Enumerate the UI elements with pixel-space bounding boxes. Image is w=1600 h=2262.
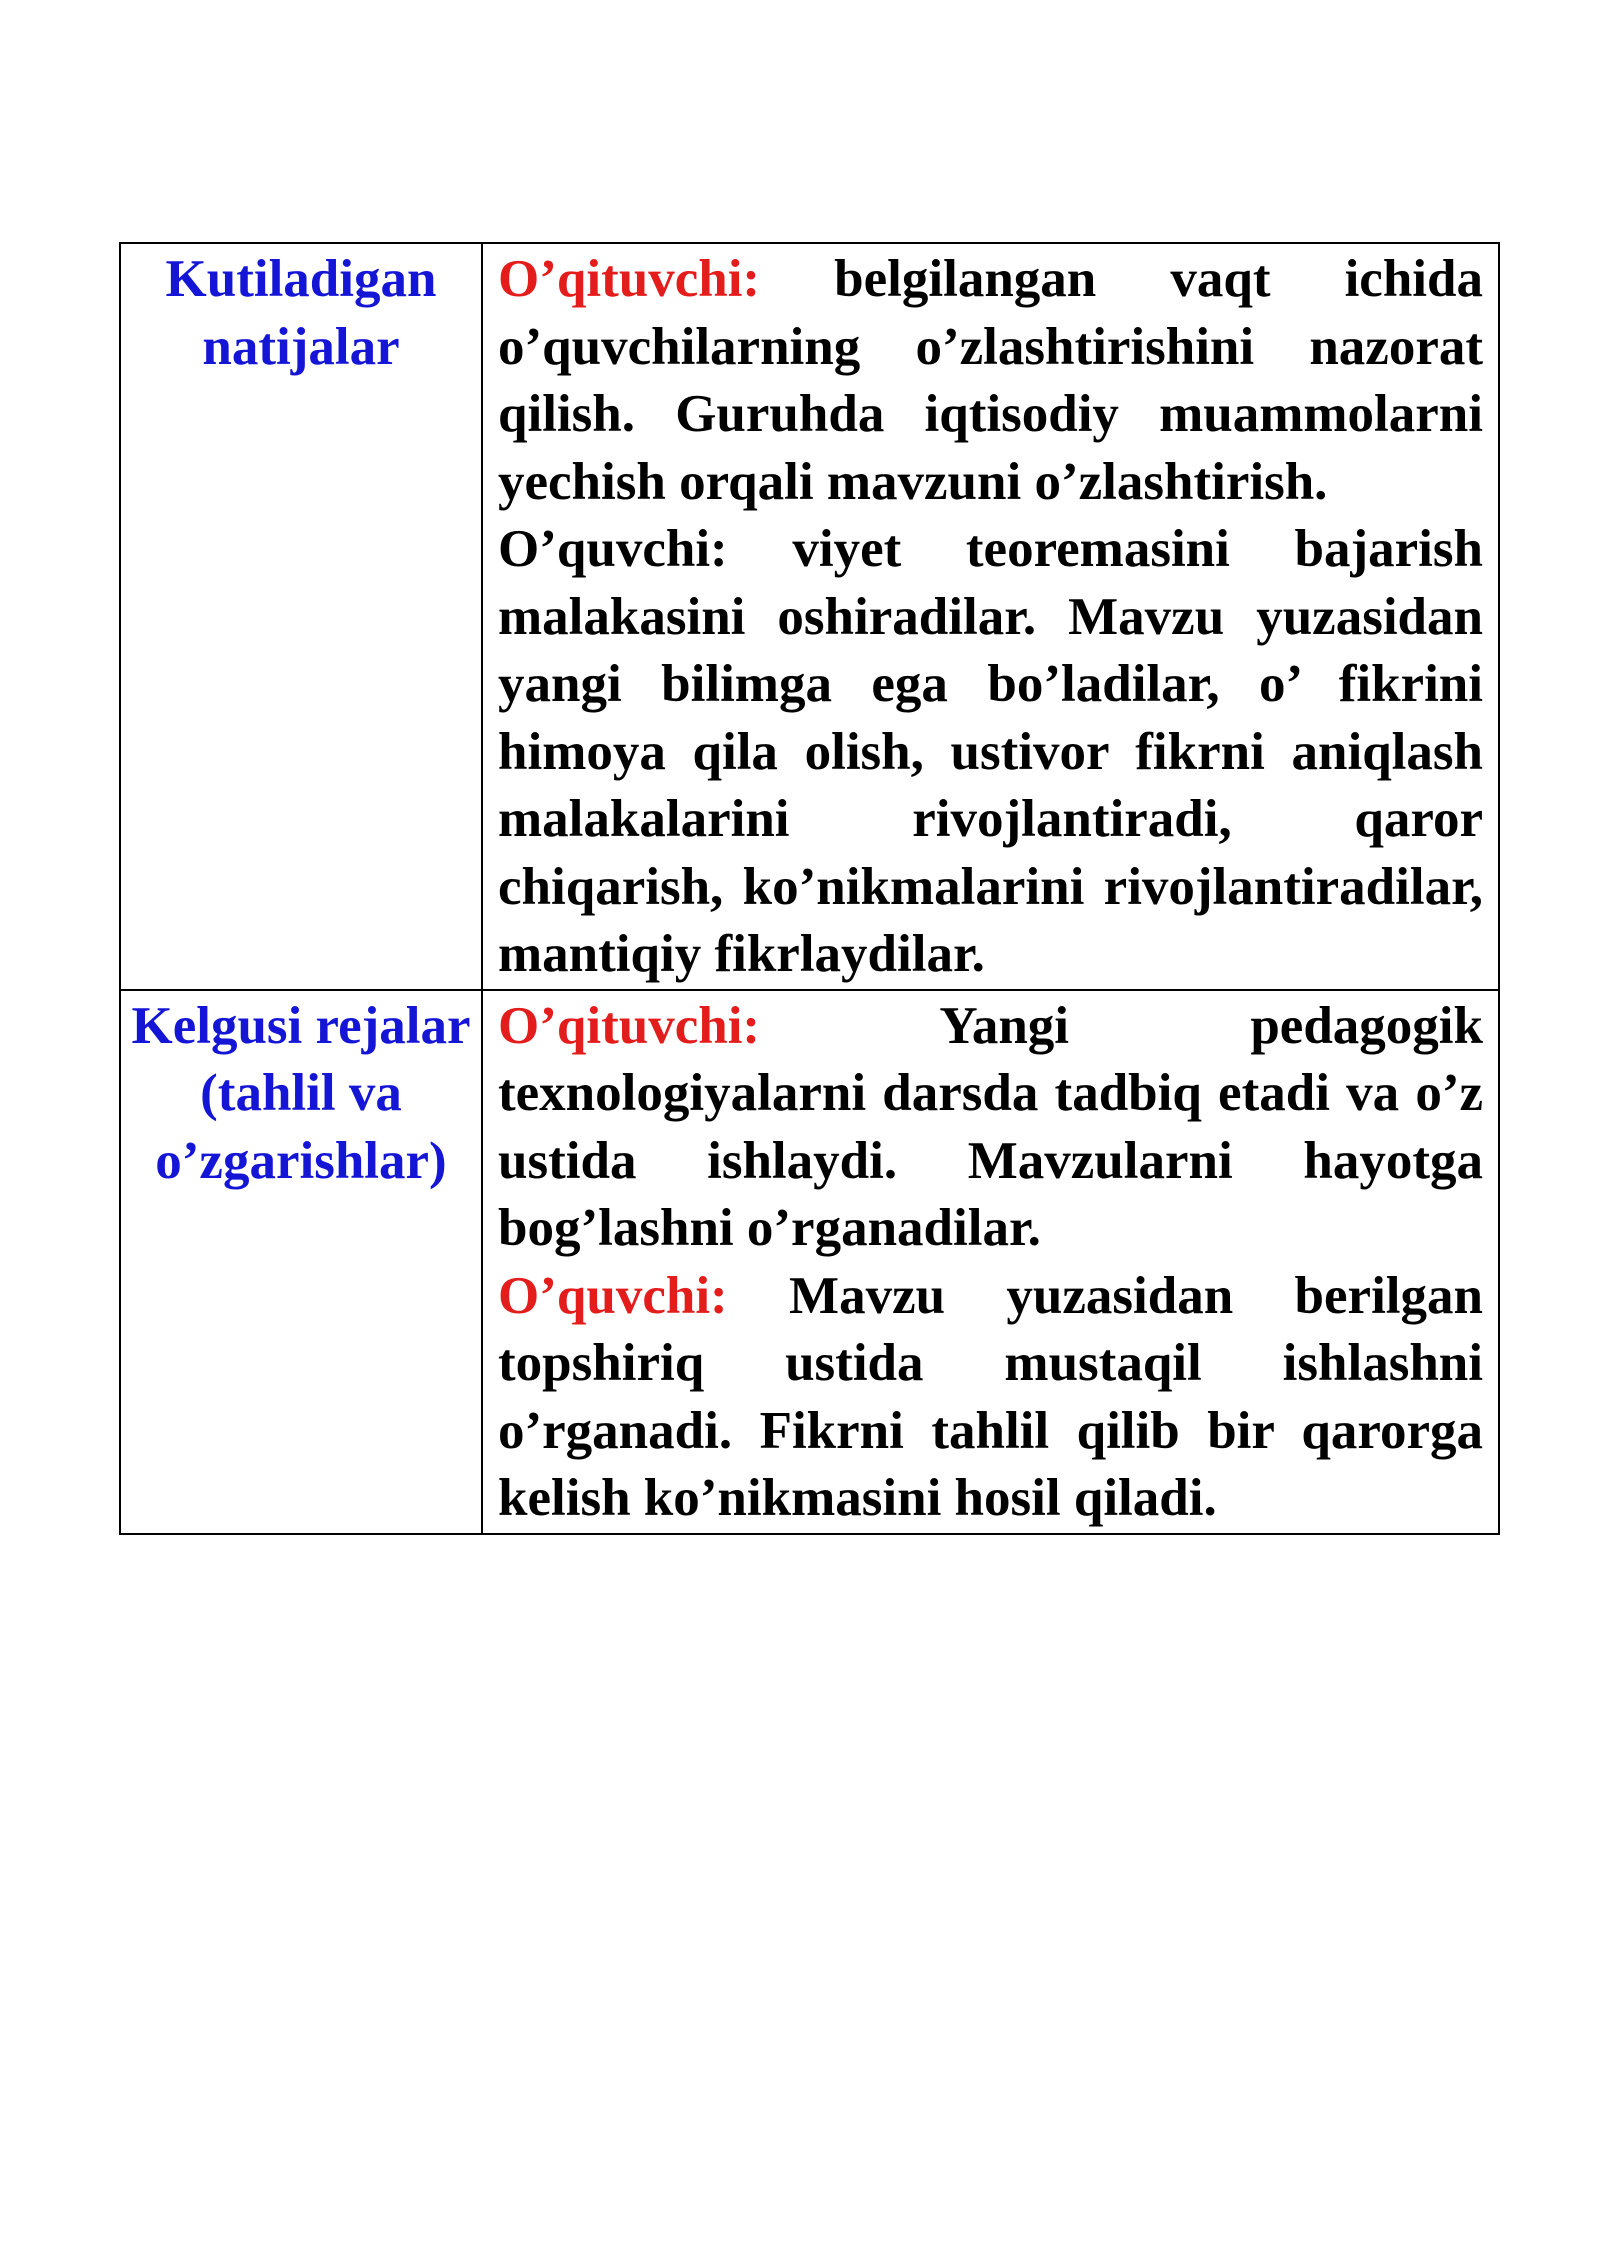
student-role-label: O’quvchi:	[498, 1266, 728, 1325]
student-paragraph	[498, 1263, 1483, 1533]
table-row-future-plans	[120, 990, 1499, 1534]
student-text: viyet teoremasini bajarish malakasini oshiradilar. Mavzu yuzasidan yangi bilimga ega bo’ladilar, o’ fikrini himoya qila olish, ustivor fikrni aniqlash malakalarini rivojlantiradi, qaror chiqarish, ko’nikmalarini rivojlantiradilar, mantiqiy fikrlaydilar.	[498, 520, 1483, 983]
row-content-cell	[482, 990, 1499, 1534]
student-role-label: O’quvchi:	[498, 520, 728, 578]
row-label-cell	[120, 990, 482, 1534]
teacher-paragraph	[498, 246, 1483, 516]
lesson-plan-table	[119, 242, 1500, 1535]
teacher-paragraph	[498, 993, 1483, 1263]
student-text: Mavzu yuzasidan berilgan topshiriq ustida mustaqil ishlashni o’rganadi. Fikrni tahlil qilib bir qarorga kelish ko’nikmasini hosil qiladi.	[498, 1266, 1483, 1527]
row-label-cell	[120, 243, 482, 990]
teacher-role-label: O’qituvchi:	[498, 996, 761, 1055]
row-label-expected-results: Kutiladigan natijalar	[165, 250, 437, 376]
row-label-future-plans: Kelgusi rejalar (tahlil va o’zgarishlar)	[131, 996, 471, 1190]
row-content-cell	[482, 243, 1499, 990]
table-row-expected-results	[120, 243, 1499, 990]
teacher-role-label: O’qituvchi:	[498, 250, 761, 308]
teacher-text: Yangi pedagogik texnologiyalarni darsda tadbiq etadi va o’z ustida ishlaydi. Mavzularni hayotga bog’lashni o’rganadilar.	[498, 996, 1483, 1257]
student-paragraph	[498, 516, 1483, 989]
teacher-text: belgilangan vaqt ichida o’quvchilarning o’zlashtirishini nazorat qilish. Guruhda iqtisodiy muammolarni yechish orqali mavzuni o’zlashtirish.	[498, 250, 1483, 511]
